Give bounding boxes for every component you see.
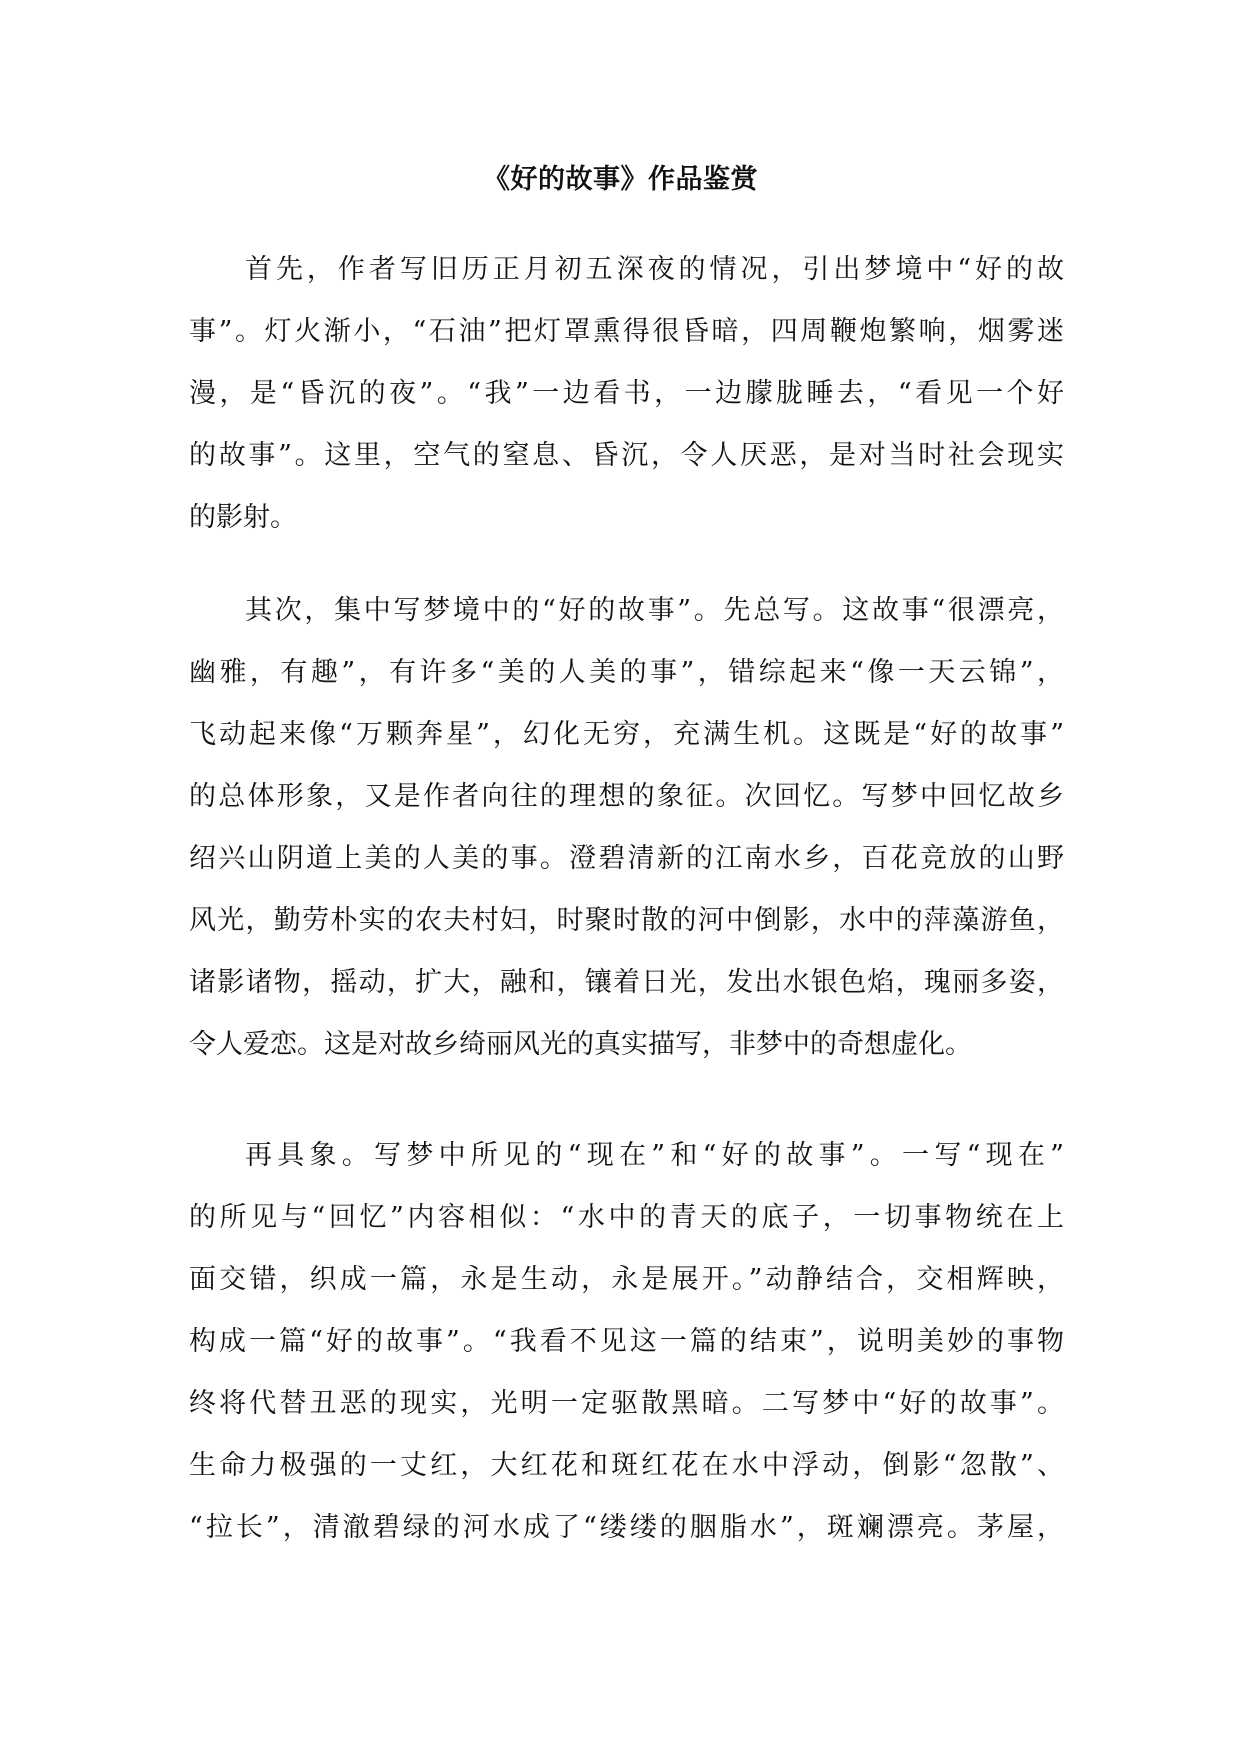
document-title: 《好的故事》作品鉴赏 [483,164,758,195]
paragraph-line: 的所见与“回忆”内容相似：“水中的青天的底子，一切事物统在上 [189,1202,1064,1233]
paragraph-line: 令人爱恋。这是对故乡绮丽风光的真实描写，非梦中的奇想虚化。 [189,1029,972,1060]
paragraph-line: “拉长”，清澈碧绿的河水成了“缕缕的胭脂水”，斑斓漂亮。茅屋， [189,1512,1064,1543]
paragraph-1 [189,239,1064,549]
paragraph-line: 的故事”。这里，空气的窒息、昏沉，令人厌恶，是对当时社会现实 [189,440,1064,471]
paragraph-line: 其次，集中写梦境中的“好的故事”。先总写。这故事“很漂亮， [245,595,1064,626]
paragraph-line: 漫，是“昏沉的夜”。“我”一边看书，一边朦胧睡去，“看见一个好 [189,378,1064,409]
paragraph-line: 面交错，织成一篇，永是生动，永是展开。”动静结合，交相辉映， [189,1264,1064,1295]
paragraph-line: 构成一篇“好的故事”。“我看不见这一篇的结束”，说明美妙的事物 [189,1326,1064,1357]
paragraph-line: 绍兴山阴道上美的人美的事。澄碧清新的江南水乡，百花竞放的山野 [189,843,1064,874]
paragraph-2 [189,580,1064,1076]
paragraph-line: 幽雅，有趣”，有许多“美的人美的事”，错综起来“像一天云锦”， [189,657,1064,688]
paragraph-line: 生命力极强的一丈红，大红花和斑红花在水中浮动，倒影“忽散”、 [189,1450,1064,1481]
paragraph-line: 的影射。 [189,502,297,533]
paragraph-line: 终将代替丑恶的现实，光明一定驱散黑暗。二写梦中“好的故事”。 [189,1388,1064,1419]
paragraph-3 [189,1125,1064,1559]
paragraph-line: 再具象。写梦中所见的“现在”和“好的故事”。一写“现在” [245,1140,1064,1171]
paragraph-line: 事”。灯火渐小，“石油”把灯罩熏得很昏暗，四周鞭炮繁响，烟雾迷 [189,316,1064,347]
paragraph-line: 的总体形象，又是作者向往的理想的象征。次回忆。写梦中回忆故乡 [189,781,1064,812]
paragraph-line: 首先，作者写旧历正月初五深夜的情况，引出梦境中“好的故 [245,254,1064,285]
paragraph-line: 诸影诸物，摇动，扩大，融和，镶着日光，发出水银色焰，瑰丽多姿， [189,967,1064,998]
paragraph-line: 风光，勤劳朴实的农夫村妇，时聚时散的河中倒影，水中的萍藻游鱼， [189,905,1064,936]
paragraph-line: 飞动起来像“万颗奔星”，幻化无穷，充满生机。这既是“好的故事” [189,719,1064,750]
